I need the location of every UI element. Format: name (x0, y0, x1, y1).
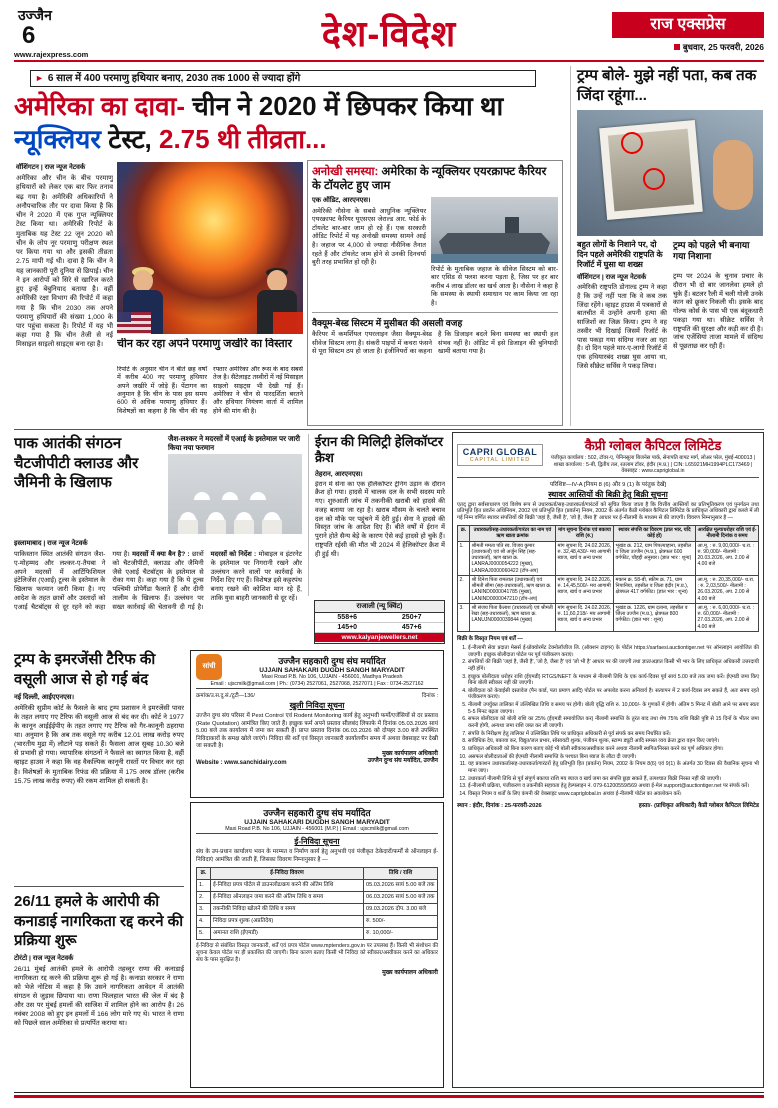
cell: 3. (197, 904, 211, 916)
iran-headline: ईरान की मिलिट्री हेलिकॉप्टर क्रैश (315, 434, 444, 466)
table-row (197, 892, 438, 904)
bottom-rule-red (14, 1095, 764, 1098)
madrasa-photo (168, 454, 302, 534)
date-label: दिनांक : (421, 693, 438, 699)
term-item: 2. संपत्तियों की बिक्री 'जहां है, जैसी है', 'जो है, जैसा है' एवं 'जो भी है' आधार पर की जाएगी तथा ज्ञात/अज्ञात किसी भी भार के लिए प्राधिकृत अधिकारी उत्तरदायी नहीं होंगे। (468, 659, 759, 672)
signatory: मुख्य कार्यपालन अधिकारी (382, 970, 438, 977)
term-item: 7. संपत्ति के निरीक्षण हेतु तालिका में उल्लिखित तिथि पर प्राधिकृत अधिकारी से पूर्व संपर्क कर समय निर्धारित करें। (468, 731, 759, 738)
signatory-org: उज्जैन दुग्ध संघ मर्यादित, उज्जैन (367, 758, 438, 765)
section-divider (14, 429, 764, 430)
term-item: 12. उधारकर्ता नीलामी तिथि से पूर्व संपूर्ण बकाया राशि मय ब्याज व खर्च जमा कर संपत्ति छुड़ा सकते हैं, तत्पश्चात बिक्री निरस्त नहीं की जाएगी। (468, 776, 759, 783)
logo-text: CAPITAL LIMITED (469, 457, 531, 464)
tender-notice-title: खुली निविदा सूचना (289, 701, 345, 710)
place-date: स्थान : इंदौर, दिनांक : 25-फरवरी-2026 (457, 802, 542, 809)
table-row (458, 575, 759, 603)
cell: मांग सूचना दि. 24.02.2026, रु. 14,45,500/- मय आगामी ब्याज, खर्च व अन्य प्रभार (556, 575, 614, 603)
red-circle-marker (621, 132, 643, 154)
us-flag (117, 312, 151, 334)
pak-headline: पाक आतंकी संगठन चैटजीपीटी क्लाउड और जैमिनी के खिलाफ (14, 435, 139, 491)
issue-date: बुधवार, 25 फरवरी, 2026 (674, 42, 764, 53)
toilet-story-column (312, 197, 426, 308)
rates-box (314, 600, 445, 644)
cell: मांग सूचना दि. 24.02.2026, रु. 32,48,430/- मय आगामी ब्याज, खर्च व अन्य प्रभार (556, 541, 614, 575)
etender-intro: संघ के उप-प्रधान कार्यालय भवन के मरम्मत व निर्माण कार्य हेतु अनुभवी एवं पंजीकृत ठेकेदारों/फर्मों से ऑनलाइन ई-निविदाएं आमंत्रित की जाती हैं, जिसका विवरण निम्नानुसार है — (196, 849, 438, 863)
website-line: Website : www.sanchidairy.com (196, 760, 287, 767)
term-item: 11. यह प्रकाशन उधारकर्ता/सह-उधारकर्ता/गारंटरों हेतु प्रतिभूति हित (प्रवर्तन) नियम, 2002 के नियम 8(6) एवं 9(1) के अंतर्गत 30 दिवस की वैधानिक सूचना भी माना जाए। (468, 761, 759, 774)
term-item: 4. बोलीदाता को केवाईसी दस्तावेज (पैन कार्ड, पता प्रमाण आदि) पोर्टल पर अपलोड करना अनिवार्य है। सत्यापन में 2 कार्य-दिवस लग सकते हैं, अतः समय रहते पंजीकरण कराएं। (468, 688, 759, 701)
inline-subhead: मदरसों में क्या बैन है? : (132, 551, 190, 558)
column-header: उधारकर्ता/सह-उधारकर्ता/गारंटर का नाम एवं ऋण खाता क्रमांक (470, 526, 556, 542)
cell: अमानत राशि (ईएमडी) (211, 927, 364, 939)
main-story-column (16, 163, 113, 426)
dairy-tender-notice-2 (190, 802, 444, 1088)
section-masthead: देश-विदेश (321, 13, 457, 54)
term-item: 6. सफल बोलीदाता को बोली राशि का 25% (ईएमडी समायोजित कर) नीलामी समाप्ति के तुरंत बाद तथा शेष 75% राशि बिक्री पुष्टि से 15 दिनों के भीतर जमा करनी होगी, अन्यथा जमा राशि जब्त कर ली जाएगी। (468, 716, 759, 729)
signatory: हस्ता/- (प्राधिकृत अधिकारी) कैप्री ग्लोबल कैपिटल लिमिटेड (638, 802, 759, 809)
reference-number: क्रमांक/उ.स.दु.सं./टूटी—136/ (196, 693, 255, 699)
capri-auction-notice (452, 432, 764, 1088)
table-header-row (197, 868, 438, 880)
jewellers-ad-strip: www.kalyanjewellers.net (315, 633, 444, 642)
hand (713, 140, 753, 210)
cell: रु. 500/- (364, 916, 438, 928)
column-header: ई-निविदा विवरण (211, 868, 364, 880)
body-text: अमेरिकी सुप्रीम कोर्ट के फैसले के बाद ट्रम्प प्रशासन ने इमरजेंसी पावर के तहत लगाए गए टैरिफ की वसूली आज से बंद कर दी। कोर्ट ने 1977 के कानून आईईईपीए के तहत लगाए गए टैरिफ को गैर-कानूनी ठहराया था। अनुमान है कि अब तक वसूले गए करीब 12.01 लाख करोड़ रुपए (भारतीय मुद्रा में) लौटाने पड़ सकते हैं। फैसला आज सुबह 10.30 बजे से प्रभावी हो गया। व्यापारिक संगठनों ने फैसले का स्वागत किया है, वहीं व्हाइट हाउस ने कहा कि वह वैकल्पिक कानूनी रास्तों पर विचार कर रहा है। विशेषज्ञों के मुताबिक रिफंड की प्रक्रिया में 175 अरब डॉलर (करीब 15.75 लाख करोड़ रुपए) की रकम शामिल हो सकती है। (14, 705, 184, 785)
cell: ई-निविदा ऑनलाइन जमा करने की अंतिम तिथि व समय (211, 892, 364, 904)
rate-value: 457+6 (380, 623, 445, 633)
cell: मांग सूचना दि. 24.02.2026, रु. 11,60,218/- मय आगामी ब्याज, खर्च व अन्य प्रभार (556, 603, 614, 631)
pak-story (14, 434, 302, 644)
toilet-story-subhead: वैक्यूम-बेस्ड सिस्टम में मुसीबत की असली वजह (312, 312, 558, 329)
term-item: 8. सांविधिक देय, बकाया कर, विद्युत/जल प्रभार, सोसायटी शुल्क, पंजीयन शुल्क, स्टाम्प ड्यूटी आदि समस्त व्यय क्रेता द्वारा वहन किए जाएंगे। (468, 738, 759, 745)
edition-city: उज्जैन (18, 7, 52, 23)
terms-title: बिक्री के विस्तृत नियम एवं शर्तें — (457, 635, 523, 642)
byline: वॉशिंगटन | राज न्यूज नेटवर्क (577, 274, 647, 281)
logo-text: CAPRI GLOBAL (462, 447, 538, 458)
newspaper-logo: राज एक्सप्रेस (612, 12, 764, 38)
headline-part: 2.75 थी तीव्रता... (159, 123, 327, 154)
mumbai-headline: 26/11 हमले के आरोपी की कनाडाई नागरिकता रद्द करने की प्रक्रिया शुरू (14, 893, 184, 949)
org-name-english: UJJAIN SAHAKARI DUGDH SANGH MARYADIT (259, 667, 405, 674)
etender-table (196, 867, 438, 940)
cell: श्री दिनेश पिता रामलाल (उधारकर्ता) एवं श्रीमती सीमा (सह-उधारकर्ता), ऋण खाता क्र. LANIND0000041785 (मुख्य), LANIND0000047210 (टॉप-अप) (470, 575, 556, 603)
page-number: 6 (22, 22, 36, 49)
org-name-hindi: उज्जैन सहकारी दुग्ध संघ मर्यादित (263, 808, 371, 818)
cell: तकनीकी निविदा खोलने की तिथि व समय (211, 904, 364, 916)
body-text: ईरान में सेना का एक हेलिकॉप्टर ट्रेनिंग उड़ान के दौरान क्रैश हो गया। हादसे में चालक दल के सभी सदस्य मारे गए। शुरुआती जांच में तकनीकी खराबी को हादसे की वजह बताया जा रहा है। खराब मौसम के चलते बचाव दल को मौके पर पहुंचने में देरी हुई। सेना ने हादसे की विस्तृत जांच के आदेश दिए हैं। बीते वर्षों में ईरान में पुराने होते सैन्य बेड़े के कारण ऐसे कई हादसे हो चुके हैं। राष्ट्रपति रईसी की मौत भी 2024 में हेलिकॉप्टर क्रैश में ही हुई थी। (315, 480, 445, 558)
terms-list (457, 645, 759, 798)
org-name-english: UJJAIN SAHAKARI DUGDH SANGH MARYADIT (244, 819, 390, 826)
term-item: 1. ई-नीलामी सेवा प्रदाता मेसर्स ई-प्रोक्योरमेंट टेक्नोलॉजीज लि. (ऑक्शन टाइगर) के पोर्टल https://sarfaesi.auctiontiger.net पर ऑनलाइन आयोजित की जाएगी। इच्छुक बोलीदाता पोर्टल पर पूर्व पंजीकरण कराएं। (468, 645, 759, 658)
etender-note: ई-निविदा से संबंधित विस्तृत जानकारी, शर्तें एवं प्रपत्र पोर्टल www.mptenders.gov.in पर उपलब्ध हैं। किसी भी संशोधन की सूचना केवल पोर्टल पर ही प्रकाशित की जाएगी। बिना कारण बताए किसी भी निविदा को स्वीकार/अस्वीकार करने का अधिकार संघ के पास सुरक्षित है। (196, 942, 438, 963)
headline-part: टेस्ट, (101, 123, 159, 154)
kicker-arrow-icon: ► (35, 73, 44, 83)
cell: 4. (197, 916, 211, 928)
headline-part: अनोखी समस्या: (312, 166, 382, 178)
cell: निविदा प्रपत्र शुल्क (अप्रतिदेय) (211, 916, 364, 928)
body-text: मोबाइल व इंटरनेट के इस्तेमाल पर निगरानी रखने और उल्लंघन करने वालों पर कार्रवाई के निर्देश दिए गए हैं। विशेषज्ञ इसे कट्टरपंथ बनाए रखने की कोशिश मान रहे हैं, ताकि युवा बाहरी जानकारी से दूर रहें। (210, 551, 302, 602)
cell: आ.मू. : रु. 9,00,000/- ध.रा. : रु. 90,000/- नीलामी : 20.03.2026, अप. 2.00 से 4.00 बजे (696, 541, 759, 575)
body-text: अमेरिका और चीन के बीच परमाणु हथियारों को लेकर एक बार फिर तनाव बढ़ गया है। अमेरिकी अधिकारियों ने अनौपचारिक तौर पर दावा किया है कि चीन ने 2020 में एक गुप्त न्यूक्लियर टेस्ट किया था। अमेरिकी रिपोर्ट के मुताबिक यह टेस्ट 22 जून 2020 को चीन के लोप नूर परमाणु परीक्षण स्थल पर किया गया था और इसकी तीव्रता 2.75 मापी गई थी। दावा है कि चीन ने यह जानकारी पूरी दुनिया से छिपाई। चीन ने इन आरोपों को सिरे से खारिज करते हुए इन्हें बेबुनियाद बताया है। वहीं अमेरिकी रक्षा विभाग की रिपोर्ट में कहा गया है कि चीन 2030 तक अपने परमाणु हथियारों की संख्या 1,000 के पार पहुंचा सकता है। रिपोर्ट में यह भी कहा गया है कि चीन तेजी से नई मिसाइल साइलो साइट्स बना रहा है। (16, 175, 113, 349)
column-header: आरक्षित मूल्य/धरोहर राशि एवं ई-नीलामी दिनांक व समय (696, 526, 759, 542)
mumbai-story (14, 892, 184, 1088)
table-row (197, 916, 438, 928)
body-text: छात्रों को चैटजीपीटी, क्लाउड और जैमिनी जैसे एआई चैटबॉट्स के इस्तेमाल से रोका गया है। कहा गया है कि ये टूल्स पश्चिमी प्रोपेगैंडा फैलाते हैं और दीनी तालीम के खिलाफ हैं। उल्लंघन पर सख्त कार्रवाई की चेतावनी दी गई है। (112, 551, 204, 611)
sale-notice-title: स्थावर आस्तियों की बिक्री हेतु बिक्री सूचना (548, 489, 668, 499)
iran-story (308, 434, 445, 596)
org-name-hindi: उज्जैन सहकारी दुग्ध संघ मर्यादित (278, 656, 386, 666)
tariff-story (14, 650, 184, 882)
column-header: मांग सूचना दिनांक एवं बकाया राशि (रु.) (556, 526, 614, 542)
red-circle-marker (643, 168, 665, 190)
toilet-story-box (307, 160, 563, 426)
table-row (197, 927, 438, 939)
term-item: 14. विस्तृत नियम व शर्तों के लिए कंपनी की वेबसाइट www.capriglobal.in अथवा ई-नीलामी पोर्टल का अवलोकन करें। (468, 791, 759, 798)
body-text: रिपोर्ट के मुताबिक जहाज के सीवेज सिस्टम को बार-बार एसिड से फ्लश करना पड़ता है, जिस पर हर बार करीब 4 लाख डॉलर का खर्च आता है। नौसेना ने कहा है कि समस्या के स्थायी समाधान पर काम किया जा रहा है। (431, 265, 558, 307)
capri-logo (457, 444, 543, 466)
byline: नई दिल्ली, आईएएनएस। (14, 694, 75, 701)
column-header: स्थावर संपत्ति का विवरण (ज्ञात भार, यदि कोई हो) (614, 526, 696, 542)
kicker-strip (30, 70, 536, 87)
cell: 1. (197, 880, 211, 892)
byline: वॉशिंगटन | राज न्यूज नेटवर्क (16, 164, 86, 171)
cell: भूखंड क्र. 1226, ग्राम दताना, तहसील व जिला उज्जैन (म.प्र.), क्षेत्रफल 800 वर्गफीट। (ज्ञात भार : शून्य) (614, 603, 696, 631)
auction-table (457, 525, 759, 632)
cell: 09.03.2026 दोप. 3.00 बजे (364, 904, 438, 916)
table-row (458, 603, 759, 631)
trump-photo (577, 110, 763, 236)
aircraft-carrier-photo (431, 197, 558, 263)
pak-deck: जैश-लश्कर ने मदरसों में एआई के इस्तेमाल पर जारी किया नया फरमान (168, 434, 300, 452)
column-header: क्र. (458, 526, 470, 542)
story-divider (14, 886, 184, 887)
main-story-subhead: चीन कर रहा अपने परमाणु जखीरे का विस्तार (117, 338, 293, 350)
body-text: अमेरिकी नौसेना के सबसे आधुनिक न्यूक्लियर एयरक्राफ्ट कैरियर यूएसएस जेराल्ड आर. फोर्ड के टॉयलेट बार-बार जाम हो रहे हैं। एक सरकारी ऑडिट रिपोर्ट में यह अनोखी समस्या सामने आई है। जहाज पर 4,000 से ज्यादा नौसैनिक तैनात रहते हैं और टॉयलेट जाम होने से उनकी दिनचर्या बुरी तरह प्रभावित हो रही है। (312, 207, 426, 267)
trump-story-column: ट्रम्प पर 2024 के चुनाव प्रचार के दौरान भी दो बार जानलेवा हमले हो चुके हैं। बटलर रैली में चली गोली उनके कान को छूकर निकली थी। इसके बाद गोल्फ कोर्स के पास भी एक बंदूकधारी पकड़ा गया था। सीक्रेट सर्विस ने राष्ट्रपति की सुरक्षा और कड़ी कर दी है। जांच एजेंसियां ताजा मामले में संदिग्ध से पूछताछ कर रही हैं। (673, 273, 763, 351)
nuclear-explosion-photo (117, 162, 303, 334)
table-row (197, 904, 438, 916)
inline-subhead: मदरसों को निर्देश : (210, 551, 257, 558)
org-address: Maxi Road P.B. No 106, UJJAIN - 456001, Madhya Pradesh (261, 674, 403, 680)
capri-address: पंजीकृत कार्यालय : 502, टॉवर-ए, पेनिनसुला बिजनेस पार्क, सेनापति बापट मार्ग, लोअर परेल, मुंबई-400013 | शाखा कार्यालय : 5-बी, द्वितीय तल, रतलाम टॉवर, इंदौर (म.प्र.) | CIN: L65921MH1994PLC173469 | वेबसाइट : www.capriglobal.in (550, 455, 756, 474)
capri-company-name: कैप्री ग्लोबल कैपिटल लिमिटेड (584, 438, 722, 453)
table-row (458, 541, 759, 575)
toilet-story-subtext: कैरियर में कमर्शियल एयरलाइन जैसा वैक्यूम-बेस्ड सीवेज सिस्टम लगा है। संकरी पाइपों में कचरा फंसने से पूरा सिस्टम ठप हो जाता है। इंजीनियरों का कहना है कि डिजाइन बदले बिना समस्या का स्थायी हल संभव नहीं है। ऑडिट में इसे डिजाइन की बुनियादी खामी बताया गया है। (312, 330, 558, 356)
term-item: 3. इच्छुक बोलीदाता धरोहर राशि (ईएमडी) RTGS/NEFT के माध्यम से नीलामी तिथि के एक कार्य-दिवस पूर्व सायं 5.00 बजे तक जमा करें। ईएमडी जमा किए बिना बोली स्वीकार नहीं की जाएगी। (468, 674, 759, 687)
cell: श्री संजय पिता कैलाश (उधारकर्ता) एवं श्रीमती रेखा (सह-उधारकर्ता), ऋण खाता क्र. LANUJN0000039844 (मुख्य) (470, 603, 556, 631)
trump-story-column (577, 273, 667, 372)
byline: इस्लामाबाद | राज न्यूज नेटवर्क (14, 540, 88, 547)
trump-headline: ट्रम्प बोले- मुझे नहीं पता, कब तक जिंदा रहूंगा... (577, 67, 757, 104)
cell: 2. (197, 892, 211, 904)
term-item: 9. प्राधिकृत अधिकारी को बिना कारण बताए कोई भी बोली स्वीकार/अस्वीकार करने अथवा नीलामी स्थगित/निरस्त करने का पूर्ण अधिकार होगा। (468, 746, 759, 753)
term-item: 10. असफल बोलीदाताओं की ईएमडी नीलामी समाप्ति के पश्चात बिना ब्याज के लौटा दी जाएगी। (468, 754, 759, 761)
rate-value: 250+7 (380, 613, 445, 623)
term-item: 5. नीलामी उपर्युक्त तालिका में उल्लिखित तिथि व समय पर होगी। बोली वृद्धि राशि रु. 10,000/- के गुणकों में होगी। अंतिम 5 मिनट में बोली आने पर समय स्वतः 5-5 मिनट बढ़ता जाएगा। (468, 702, 759, 715)
cell: आ.मू. : रु. 6,00,000/- ध.रा. : रु. 60,000/- नीलामी : 27.03.2026, अप. 2.00 से 4.00 बजे (696, 603, 759, 631)
notice-intro: एतद् द्वारा सर्वसाधारण एवं विशेष रूप से उधारकर्ता/सह-उधारकर्ता/गारंटरों को सूचित किया जाता है कि वित्तीय आस्तियों का प्रतिभूतिकरण एवं पुनर्गठन तथा प्रतिभूति हित प्रवर्तन अधिनियम, 2002 एवं प्रतिभूति हित (प्रवर्तन) नियम, 2002 के अंतर्गत कैप्री ग्लोबल कैपिटल लिमिटेड के प्राधिकृत अधिकारी द्वारा कब्जे में ली गई निम्न वर्णित स्थावर संपत्तियों की बिक्री 'जहां है, जैसी है', 'जो है, जैसा है' आधार पर ई-नीलामी के माध्यम से की जाएगी। विवरण निम्नानुसार है — (457, 501, 759, 522)
table-header-row (458, 526, 759, 542)
main-headline (14, 90, 564, 160)
headline-part: अमेरिका के न्यूक्लियर एयरक्राफ्ट कैरियर के टॉयलेट हुए जाम (312, 166, 547, 193)
china-flag (273, 312, 303, 334)
byline: टोरंटो | राज न्यूज नेटवर्क (14, 954, 74, 962)
body-text: अमेरिकी राष्ट्रपति डोनाल्ड ट्रम्प ने कहा है कि उन्हें नहीं पता कि वे कब तक जिंदा रहेंगे। व्हाइट हाउस में पत्रकारों से बातचीत में उन्होंने अपनी हत्या की साजिशों का जिक्र किया। ट्रम्प ने वह तस्वीर भी दिखाई जिसमें रिजॉर्ट के पास पकड़ा गया संदिग्ध नजर आ रहा है। दो दिन पहले मार-ए-लागो रिजॉर्ट में एक हथियारबंद शख्स घुस आया था, जिसे सीक्रेट सर्विस ने पकड़ लिया। (577, 284, 667, 370)
org-contact: Email : ujscmilk@gmail.com | Ph.: (0734) 2527061, 2527068, 2527071 | Fax : 0734-2527162 (196, 681, 438, 689)
byline: तेहरान, आरएनएस। (315, 470, 363, 478)
org-address: Maxi Road P.B. No 106, UJJAIN - 456001 (M.P.) | Email : ujscmilk@gmail.com (196, 826, 438, 834)
byline: एक ऑडिट, आरएनएस। (312, 196, 371, 204)
headline-part: अमेरिका का दावा- (14, 91, 193, 121)
main-story-subtext: रिपोर्ट के अनुसार चीन ने बीते छह वर्षों में करीब 400 नए परमाणु हथियार अपने जखीरे में जोड़े हैं। पेंटागन का अनुमान है कि चीन के पास इस समय 600 से अधिक परमाणु हथियार हैं। विशेषज्ञों का कहना है कि चीन की यह रफ्तार अमेरिका और रूस के बाद सबसे तेज है। सैटेलाइट तस्वीरों में नई मिसाइल साइलो साइट्स भी देखी गई हैं। अमेरिका ने चीन से पारदर्शिता बरतने और हथियार नियंत्रण वार्ता में शामिल होने की मांग की है। (117, 366, 303, 415)
bottom-rule (14, 1092, 764, 1093)
table-row (197, 880, 438, 892)
cell: मकान क्र. 58-बी, स्कीम क्र. 71, ग्राम निपानिया, तहसील व जिला इंदौर (म.प्र.), क्षेत्रफल 417 वर्गफीट। (ज्ञात भार : शून्य) (614, 575, 696, 603)
cell: 05.03.2026 सायं 5.00 बजे तक (364, 880, 438, 892)
column-header: तिथि / राशि (364, 868, 438, 880)
etender-notice-title: ई-निविदा सूचना (294, 837, 340, 846)
sanchi-logo: सांची (196, 654, 222, 680)
toilet-story-headline (312, 165, 558, 194)
headline-part: चीन ने 2020 में छिपकर किया था (192, 91, 504, 121)
cell: 2. (458, 575, 470, 603)
rate-value: 558+6 (315, 613, 380, 623)
trump-subhead: ट्रम्प को पहले भी बनाया गया निशाना (673, 240, 750, 262)
header-rule (14, 60, 764, 62)
kicker-text: 6 साल में 400 परमाणु हथियार बनाए, 2030 तक 1000 से ज्यादा होंगे (47, 73, 301, 84)
cell: 3. (458, 603, 470, 631)
cell: रु. 10,000/- (364, 927, 438, 939)
signatory: मुख्य कार्यपालन अधिकारी (382, 750, 438, 757)
rate-value: 145+0 (315, 623, 380, 633)
cell: 1. (458, 541, 470, 575)
cell: ई-निविदा प्रपत्र पोर्टल से डाउनलोड/क्रय करने की अंतिम तिथि (211, 880, 364, 892)
cell: आ.मू. : रु. 20,35,000/- ध.रा. : रु. 2,03,500/- नीलामी : 26.03.2026, अप. 2.00 से 4.00 बजे (696, 575, 759, 603)
body-text: पाकिस्तान स्थित आतंकी संगठन जैश-ए-मोहम्मद और लश्कर-ए-तैयबा ने अपने मदरसों में आर्टिफिशियल इंटेलिजेंस (एआई) टूल्स के इस्तेमाल के खिलाफ फरमान जारी किया है। नए आदेश के तहत छात्रों और उस्तादों को एआई चैटबॉट्स से दूर रहने को कहा गया है। (14, 551, 130, 611)
cell: भूखंड क्र. 212, ग्राम पिपल्याहाना, तहसील व जिला उज्जैन (म.प्र.), क्षेत्रफल 600 वर्गफीट, चौहद्दी अनुसार। (ज्ञात भार : शून्य) (614, 541, 696, 575)
rates-title: राजाली (न्यू क्विंट) (315, 601, 444, 613)
pak-body (14, 551, 302, 644)
tender-body: उज्जैन दुग्ध संघ परिसर में Pest Control एवं Rodent Monitoring कार्य हेतु अनुभवी फर्मों/एजेंसियों से दर प्रस्ताव (Rate Quotation) आमंत्रित किए जाते हैं। इच्छुक फर्म अपने प्रस्ताव सीलबंद लिफाफे में दिनांक 05.03.2026 सायं 5.00 बजे तक कार्यालय में जमा कर सकती हैं। प्राप्त प्रस्ताव दिनांक 06.03.2026 को दोपहर 3.00 बजे उपस्थित निविदाकारों के समक्ष खोले जाएंगे। निविदा की शर्तें एवं विस्तृत जानकारी कार्यालयीन समय में अथवा वेबसाइट पर देखी जा सकती है। (196, 713, 438, 750)
body-text: 26/11 मुंबई आतंकी हमले के आरोपी तहव्वुर राणा की कनाडाई नागरिकता रद्द करने की प्रक्रिया शुरू हो गई है। कनाडा सरकार ने राणा को भेजे नोटिस में कहा है कि उसने नागरिकता आवेदन में आतंकी संगठन से जुड़ाव छिपाया था। राणा फिलहाल भारत की जेल में बंद है और उस पर मुंबई हमलों की साजिश में शामिल होने का आरोप है। 26 नवंबर 2008 को हुए इन हमलों में 166 लोग मारे गए थे। भारत ने राणा को पिछले साल अमेरिका से प्रत्यर्पित कराया था। (14, 965, 184, 1027)
appendix-reference: परिशिष्ट—IV-A [नियम 8 (6) और 9 (1) के परंतुक देखें] (549, 481, 667, 488)
website-url: www.rajexpress.com (14, 50, 88, 62)
tariff-headline: ट्रम्प के इमरजेंसी टैरिफ की वसूली आज से हो गई बंद (14, 651, 156, 688)
dairy-tender-notice-1 (190, 650, 444, 798)
photo-caption: बहुत लोगों के निशाने पर, दो दिन पहले अमेरिकी राष्ट्रपति के रिजॉर्ट में घुसा था शख्स (577, 240, 663, 269)
headline-part: न्यूक्लियर (14, 123, 101, 154)
column-header: क्र. (197, 868, 211, 880)
term-item: 13. ई-नीलामी प्रक्रिया, पंजीकरण व तकनीकी सहायता हेतु हेल्पलाइन नं. 079-61200559/569 अथवा ई-मेल support@auctiontiger.net पर संपर्क करें। (468, 783, 759, 790)
cell: 06.03.2026 सायं 5.00 बजे तक (364, 892, 438, 904)
cell: श्रीमती ममता पति स्व. विजय कुमार (उधारकर्ता) एवं श्री अर्जुन सिंह (सह-उधारकर्ता), ऋण खाता क्र. LANRAJ0000054222 (मुख्य), LANRAJ0000060422 (टॉप-अप) (470, 541, 556, 575)
cell: 5. (197, 927, 211, 939)
trump-story (570, 66, 764, 426)
